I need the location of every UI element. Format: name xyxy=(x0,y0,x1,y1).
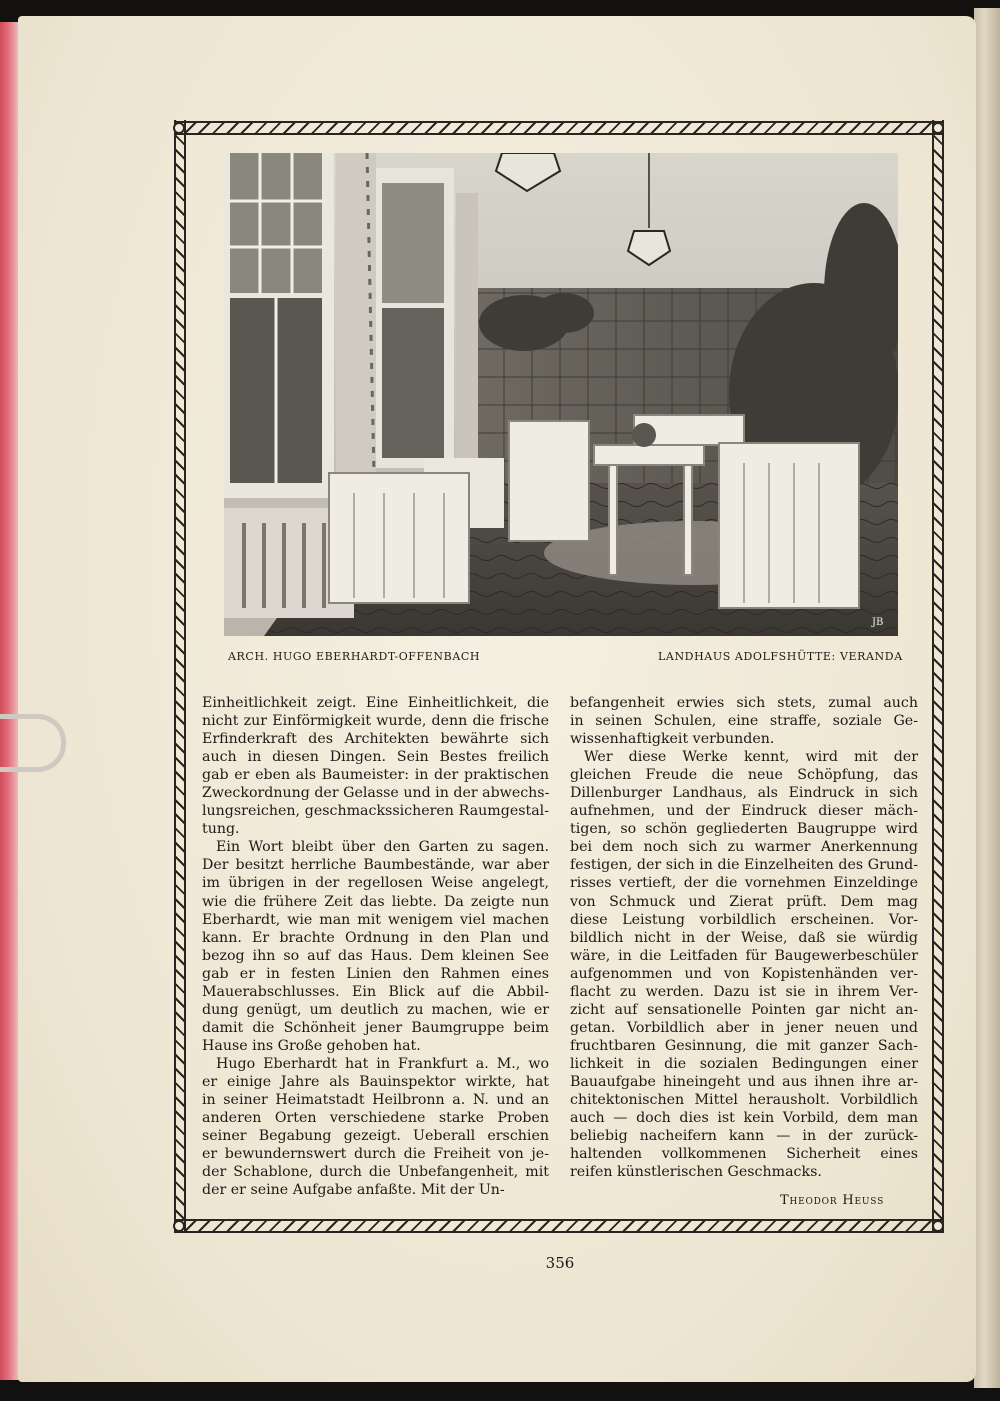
text-line: diese Leistung vorbildlich erscheinen. Vor- xyxy=(570,911,918,928)
text-line: Erfinderkraft des Architekten bewährte sich xyxy=(202,731,549,748)
text-line: gab er in festen Linien den Rahmen eines xyxy=(202,965,549,982)
photo-curtain-1 xyxy=(336,153,376,483)
ornament-border-right xyxy=(932,120,944,1232)
caption-title: LANDHAUS ADOLFSHÜTTE: VERANDA xyxy=(658,650,903,663)
text-line: damit die Schönheit jener Baumgruppe beim xyxy=(202,1019,549,1036)
text-line: Eberhardt, wie man mit wenigem viel machen xyxy=(202,911,549,928)
text-line: aufgenommen und von Kopistenhänden ver- xyxy=(570,965,918,982)
text-line: tung. xyxy=(202,821,240,838)
text-line: dung genügt, um deutlich zu machen, wie er xyxy=(202,1001,549,1018)
text-line: Wer diese Werke kennt, wird mit der xyxy=(584,749,918,766)
text-line: Der besitzt herrliche Baumbestände, war aber xyxy=(202,857,549,874)
paper-clip xyxy=(0,714,66,772)
text-line: er einige Jahre als Bauinspektor wirkte, hat xyxy=(202,1073,549,1090)
text-line: Dillenburger Landhaus, als Eindruck in sich xyxy=(570,785,918,802)
text-line: der Schablone, durch die Unbefangenheit, mit xyxy=(202,1164,549,1181)
text-column-left xyxy=(202,694,549,1199)
text-line: wäre, in die Leitfaden für Baugewerbeschüler xyxy=(570,947,918,964)
text-line: festigen, der sich in die Einzelheiten des Grund- xyxy=(570,857,918,874)
text-line: er bewundernswert durch die Freiheit von je- xyxy=(202,1146,549,1163)
text-line: bei dem noch sich zu warmer Anerkennung xyxy=(570,839,918,856)
ornament-corner-bottom-right xyxy=(932,1220,944,1232)
text-line: Hause ins Große gehoben hat. xyxy=(202,1037,421,1054)
ornament-border-left xyxy=(174,120,186,1232)
text-line: tigen, so schön gegliederten Baugruppe wird xyxy=(570,821,918,838)
text-line: von Schmuck und Zierat prüft. Dem mag xyxy=(570,893,918,910)
photo-window-left-upper xyxy=(230,153,322,293)
page-number: 356 xyxy=(545,1254,575,1272)
text-line: im übrigen in der regellosen Weise angelegt, xyxy=(202,875,549,892)
ornament-corner-bottom-left xyxy=(173,1220,185,1232)
text-line: auch — doch dies ist kein Vorbild, dem man xyxy=(570,1110,918,1127)
ornament-corner-top-left xyxy=(173,122,185,134)
text-line: Hugo Eberhardt hat in Frankfurt a. M., wo xyxy=(216,1055,549,1072)
text-line: getan. Vorbildlich aber in jener neuen und xyxy=(570,1019,918,1036)
text-line: bildlich nicht in der Weise, daß sie würdig xyxy=(570,929,918,946)
text-line: aufnehmen, und der Eindruck dieser mäch- xyxy=(570,803,918,820)
text-line: Zweckordnung der Gelasse und in der abwechs- xyxy=(202,785,550,802)
text-line: gab er eben als Baumeister: in der praktischen xyxy=(202,767,549,784)
photo-flower-vase xyxy=(632,423,656,447)
text-column-right xyxy=(570,694,918,1181)
text-line: Ein Wort bleibt über den Garten zu sagen. xyxy=(216,839,549,856)
text-line: auch in diesen Dingen. Sein Bestes freilich xyxy=(202,749,549,766)
photo-monogram: JB xyxy=(872,617,884,628)
photo-curtain-2 xyxy=(456,193,478,463)
veranda-photograph xyxy=(224,153,898,636)
caption-architect: ARCH. HUGO EBERHARDT-OFFENBACH xyxy=(228,650,481,663)
text-line: nicht zur Einförmigkeit wurde, denn die frische xyxy=(202,713,549,730)
text-line: der er seine Aufgabe anfaßte. Mit der Un- xyxy=(202,1182,505,1199)
ornament-border-bottom xyxy=(174,1219,944,1233)
text-line: in seiner Heimatstadt Heilbronn a. N. und an xyxy=(202,1092,549,1109)
text-line: lungsreichen, geschmackssicheren Raumgestal- xyxy=(202,803,549,820)
ornament-border-top xyxy=(174,121,944,135)
text-line: befangenheit erwies sich stets, zumal auch xyxy=(570,695,918,711)
photo-window-right-upper xyxy=(382,183,444,303)
text-line: flacht zu werden. Dazu ist sie in ihrem Ver- xyxy=(570,983,918,1000)
text-line: wie die frühere Zeit das liebte. Da zeigte nun xyxy=(202,893,549,910)
text-line: in seinen Schulen, eine straffe, soziale Ge- xyxy=(570,713,918,730)
text-line: lichkeit in die sozialen Bedingungen einer xyxy=(570,1055,918,1072)
text-line: bezog ihn so auf das Haus. Dem kleinen See xyxy=(202,947,549,964)
text-line: zicht auf sensationelle Pointen gar nicht an- xyxy=(570,1001,918,1018)
text-line: gleichen Freude die neue Schöpfung, das xyxy=(570,767,918,784)
text-line: anderen Orten verschiedene starke Proben xyxy=(202,1110,549,1127)
ornament-corner-top-right xyxy=(932,122,944,134)
author-signature: Theodor Heuss xyxy=(780,1193,885,1208)
text-line: risses vertieft, der die vornehmen Einzeldinge xyxy=(570,875,918,892)
text-line: chitektonischen Mittel herausholt. Vorbildlich xyxy=(570,1092,918,1109)
text-line: seiner Begabung gezeigt. Ueberall erschien xyxy=(202,1128,549,1145)
text-line: haltenden vollkommenen Sicherheit eines xyxy=(570,1146,918,1163)
text-line: reifen künstlerischen Geschmacks. xyxy=(570,1164,822,1181)
text-line: beliebig nacheifern kann — in der zurück- xyxy=(570,1128,918,1145)
text-line: fruchtbaren Gesinnung, die mit ganzer Sach- xyxy=(570,1037,918,1054)
photo-window-right-lower xyxy=(382,308,444,458)
text-line: Einheitlichkeit zeigt. Eine Einheitlichkeit, die xyxy=(202,695,549,711)
text-line: Bauaufgabe hineingeht und aus ihnen ihre ar- xyxy=(570,1073,918,1090)
text-line: wissenhaftigkeit verbunden. xyxy=(570,731,775,748)
page-edge-right xyxy=(974,8,1000,1388)
text-line: Mauerabschlusses. Ein Blick auf die Abbil- xyxy=(202,983,549,1000)
text-line: kann. Er brachte Ordnung in den Plan und xyxy=(202,929,549,946)
